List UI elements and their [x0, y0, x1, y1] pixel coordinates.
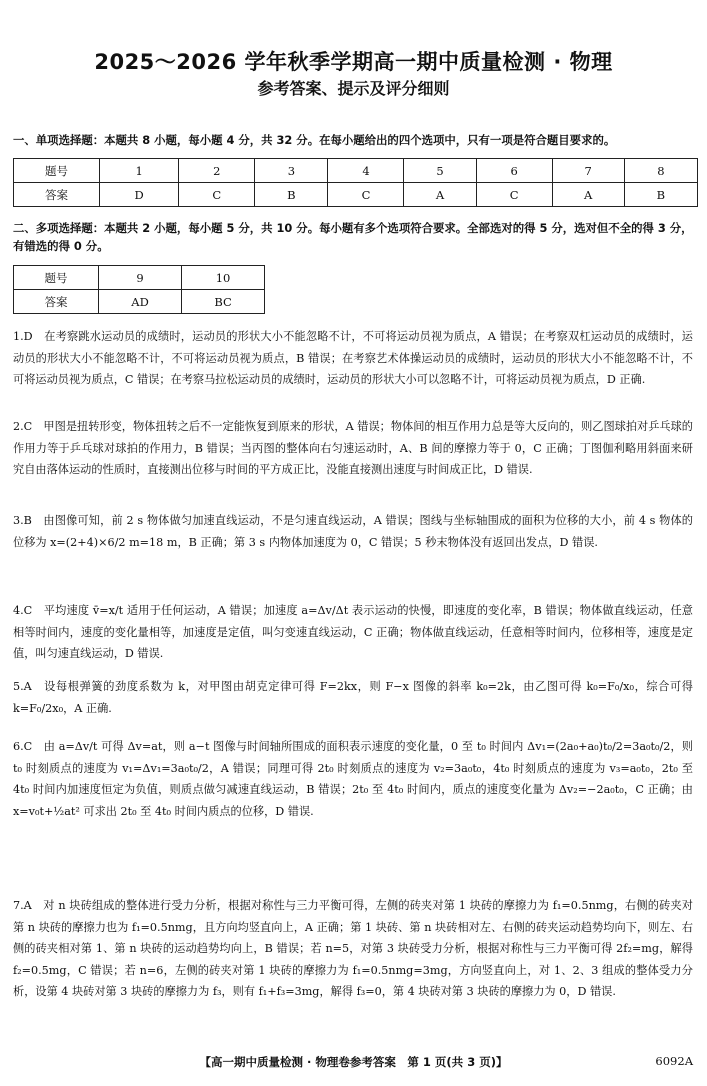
answer-cell: B — [255, 183, 328, 207]
row-label-question: 题号 — [14, 266, 99, 290]
answer-cell: B — [624, 183, 697, 207]
answer-cell: A — [404, 183, 476, 207]
answer-cell: BC — [182, 290, 265, 314]
answer-cell: A — [552, 183, 624, 207]
question-number: 9 — [99, 266, 182, 290]
page-subtitle: 参考答案、提示及评分细则 — [257, 79, 450, 98]
explanation-q5: 5.A 设每根弹簧的劲度系数为 k，对甲图由胡克定律可得 F=2kx，则 F−x 图像的斜率 k₀=2k，由乙图可得 k₀=F₀/x₀，综合可得 k=F₀/2x₀，A 正确. — [13, 680, 693, 715]
table-row — [14, 290, 265, 314]
explanation-q1: 1.D 在考察跳水运动员的成绩时，运动员的形状大小不能忽略不计，不可将运动员视为质点，A 错误；在考察双杠运动员的成绩时，运动员的形状大小不能忽略不计，不可将运动员视为质点，B 错误；在考察艺术体操运动员的成绩时，运动员的形状大小不能忽略不计，不可将运动员视为质点，C 错误；在考察马拉松运动员的成绩时，运动员的形状大小可以忽略不计，可将运动员视为质点，D 正确. — [13, 330, 693, 386]
row-label-question: 题号 — [14, 159, 100, 183]
explanation-q6: 6.C 由 a=Δv/t 可得 Δv=at，则 a−t 图像与时间轴所围成的面积表示速度的变化量，0 至 t₀ 时间内 Δv₁=(2a₀+a₀)t₀/2=3a₀t₀/2，则 t₀ 时刻质点的速度为 v₁=Δv₁=3a₀t₀/2，A 错误；同理可得 2t₀ 时刻质点的速度为 v₂=3a₀t₀，4t₀ 时刻质点的速度为 v₃=a₀t₀，2t₀ 至 4t₀ 时间内加速度恒定为负值，则质点做匀减速直线运动，B 错误；2t₀ 至 4t₀ 时间内，质点的速度变化量为 Δv₂=−2a₀t₀，C 正确；由 x=v₀t+½at² 可求出 2t₀ 至 4t₀ 时间内质点的位移，D 错误. — [13, 740, 693, 818]
explanation-q3: 3.B 由图像可知，前 2 s 物体做匀加速直线运动，不是匀速直线运动，A 错误；图线与坐标轴围成的面积为位移的大小，前 4 s 物体的位移为 x=(2+4)×6/2 m=18 m，B 正确；第 3 s 内物体加速度为 0，C 错误；5 秒末物体没有返回出发点，D 错误. — [13, 514, 693, 549]
explanation-q4: 4.C 平均速度 v̄=x/t 适用于任何运动，A 错误；加速度 a=Δv/Δt 表示运动的快慢，即速度的变化率，B 错误；物体做直线运动，任意相等时间内，速度的变化量相等，加速度是定值，叫匀变速直线运动，C 正确；物体做直线运动，任意相等时间内，位移相等，速度是定值，叫匀速直线运动，D 错误. — [13, 604, 693, 660]
section-heading-single-choice: 一、单项选择题：本题共 8 小题，每小题 4 分，共 32 分。在每小题给出的四个选项中，只有一项是符合题目要求的。 — [13, 133, 616, 147]
question-number: 7 — [552, 159, 624, 183]
row-label-answer: 答案 — [14, 290, 99, 314]
page-footer: 【高一期中质量检测 · 物理卷参考答案 第 1 页(共 3 页)】 — [199, 1055, 508, 1069]
explanation-q7: 7.A 对 n 块砖组成的整体进行受力分析，根据对称性与三力平衡可得，左侧的砖夹对第 1 块砖的摩擦力为 f₁=0.5nmg，右侧的砖夹对第 n 块砖的摩擦力也为 f₁=0.5nmg，且方向均竖直向上，A 正确；第 1 块砖、第 n 块砖相对左、右侧的砖夹运动趋势均向下，则左、右侧的砖夹相对第 1、第 n 块砖的运动趋势均向上，B 错误；若 n=5，对第 3 块砖受力分析，根据对称性与三力平衡可得 2f₂=mg，解得 f₂=0.5mg，C 错误；若 n=6，左侧的砖夹对第 1 块砖的摩擦力为 f₁=0.5nmg=3mg，方向竖直向上，对 1、2、3 组成的整体受力分析，设第 4 块砖对第 3 块砖的摩擦力为 f₃，则有 f₁+f₃=3mg，解得 f₃=0，第 4 块砖对第 3 块砖的摩擦力为 0，D 错误. — [13, 899, 693, 998]
table-row — [14, 183, 698, 207]
explanation-q2: 2.C 甲图是扭转形变，物体扭转之后不一定能恢复到原来的形状，A 错误；物体间的相互作用力总是等大反向的，则乙图球拍对乒乓球的作用力等于乒乓球对球拍的作用力，B 错误；当丙图的整体向右匀速运动时，A、B 间的摩擦力等于 0，C 正确；丁图伽利略用斜面来研究自由落体运动的性质时，直接测出位移与时间的平方成正比，没能直接测出速度与时间成正比，D 错误. — [13, 420, 693, 476]
table-row — [14, 159, 698, 183]
answer-cell: AD — [99, 290, 182, 314]
section-heading-multi-choice: 二、多项选择题：本题共 2 小题，每小题 5 分，共 10 分。每小题有多个选项符合要求。全部选对的得 5 分，选对但不全的得 3 分，有错选的得 0 分。 — [13, 221, 693, 253]
answer-cell: C — [328, 183, 404, 207]
question-number: 4 — [328, 159, 404, 183]
answer-cell: C — [179, 183, 255, 207]
question-number: 6 — [476, 159, 552, 183]
document-code: 6092A — [655, 1054, 693, 1068]
question-number: 2 — [179, 159, 255, 183]
table-row — [14, 266, 265, 290]
question-number: 10 — [182, 266, 265, 290]
answer-cell: D — [100, 183, 179, 207]
question-number: 8 — [624, 159, 697, 183]
question-number: 5 — [404, 159, 476, 183]
answer-table-multi-choice — [13, 265, 265, 314]
question-number: 1 — [100, 159, 179, 183]
answer-cell: C — [476, 183, 552, 207]
answer-table-single-choice — [13, 158, 698, 207]
question-number: 3 — [255, 159, 328, 183]
row-label-answer: 答案 — [14, 183, 100, 207]
page-title: 2025～2026 学年秋季学期高一期中质量检测 · 物理 — [94, 50, 613, 74]
